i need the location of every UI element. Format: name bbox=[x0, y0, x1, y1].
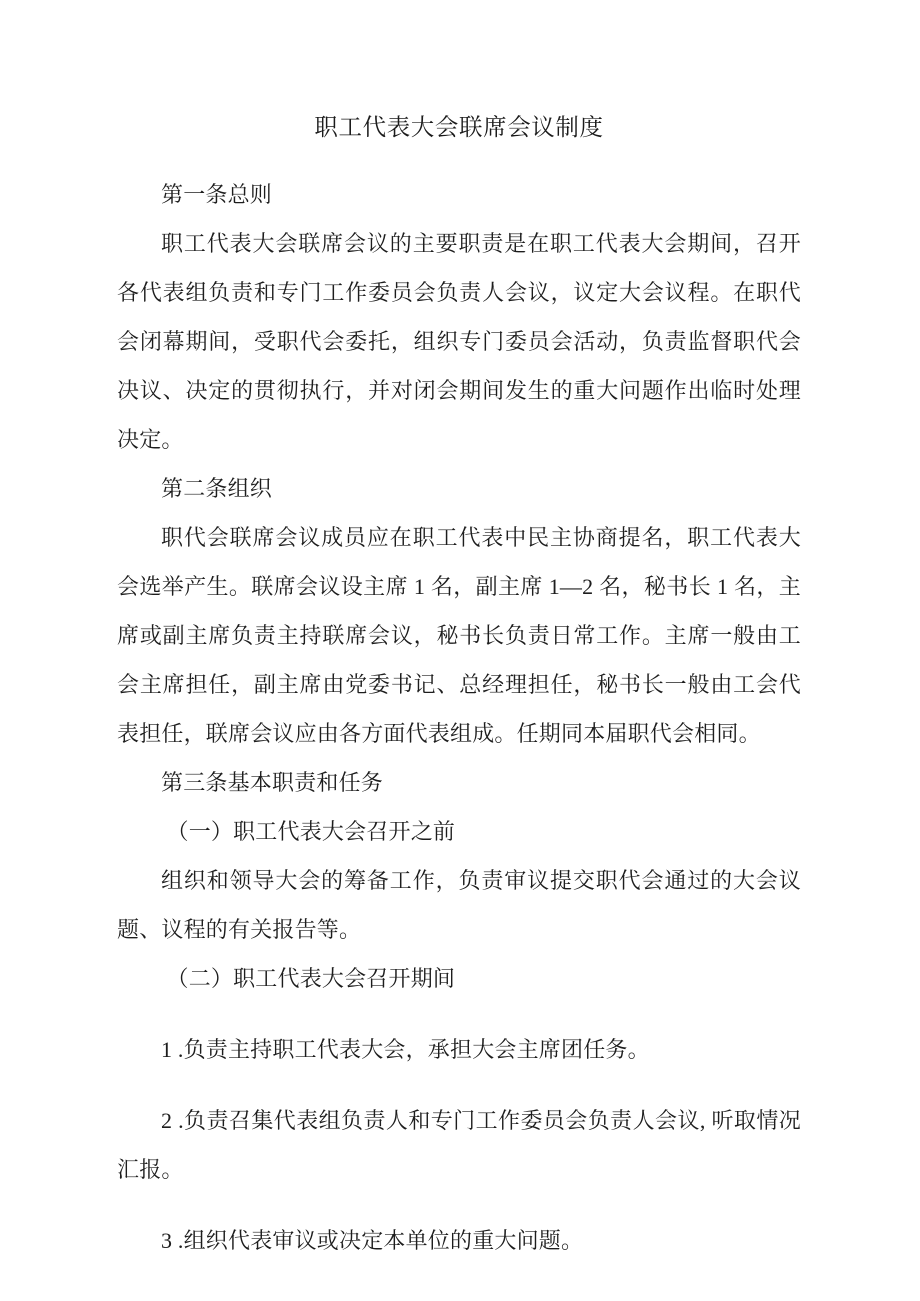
list-item bbox=[117, 1025, 801, 1074]
page-title: 职工代表大会联席会议制度 bbox=[314, 115, 604, 141]
article-2-heading: 第二条组织 bbox=[161, 475, 273, 501]
article-3-subsection-2-heading: （二）职工代表大会召开期间 bbox=[166, 965, 456, 991]
list-spacer-2 bbox=[117, 1194, 801, 1216]
list-item bbox=[117, 1216, 801, 1265]
list-item-number: 3 . bbox=[161, 1227, 184, 1253]
article-3-heading: 第三条基本职责和任务 bbox=[161, 769, 384, 795]
list-item-number: 2 . bbox=[161, 1107, 184, 1133]
article-3-subsection-1-paragraph: 组织和领导大会的筹备工作，负责审议提交职代会通过的大会议题、议程的有关报告等。 bbox=[117, 867, 801, 942]
list-spacer-1 bbox=[117, 1074, 801, 1096]
title-spacer bbox=[117, 141, 801, 170]
article-3-subsection-1-heading: （一）职工代表大会召开之前 bbox=[166, 818, 456, 844]
article-1-heading: 第一条总则 bbox=[161, 181, 273, 207]
list-item bbox=[117, 1096, 801, 1194]
article-1-paragraph: 职工代表大会联席会议的主要职责是在职工代表大会期间，召开各代表组负责和专门工作委员会负责人会议，议定大会议程。在职代会闭幕期间，受职代会委托，组织专门委员会活动，负责监督职代会决议、决定的贯彻执行，并对闭会期间发生的重大问题作出临时处理决定。 bbox=[117, 230, 801, 452]
list-spacer-top bbox=[117, 1003, 801, 1025]
list-item-text: 组织代表审议或决定本单位的重大问题。 bbox=[183, 1227, 584, 1253]
list-item-text: 负责主持职工代表大会，承担大会主席团任务。 bbox=[183, 1036, 650, 1062]
list-item-text: 负责召集代表组负责人和专门工作委员会负责人会议, 听取情况汇报。 bbox=[117, 1107, 801, 1182]
article-2-paragraph: 职代会联席会议成员应在职工代表中民主协商提名，职工代表大会选举产生。联席会议设主席 1 名，副主席 1—2 名，秘书长 1 名，主席或副主席负责主持联席会议，秘书长负责日常工作。主席一般由工会主席担任，副主席由党委书记、总经理担任，秘书长一般由工会代表担任，联席会议应由各方面代表组成。任期同本届职代会相同。 bbox=[117, 524, 801, 746]
list-item-number: 1 . bbox=[161, 1036, 184, 1062]
document-body bbox=[117, 0, 801, 1265]
